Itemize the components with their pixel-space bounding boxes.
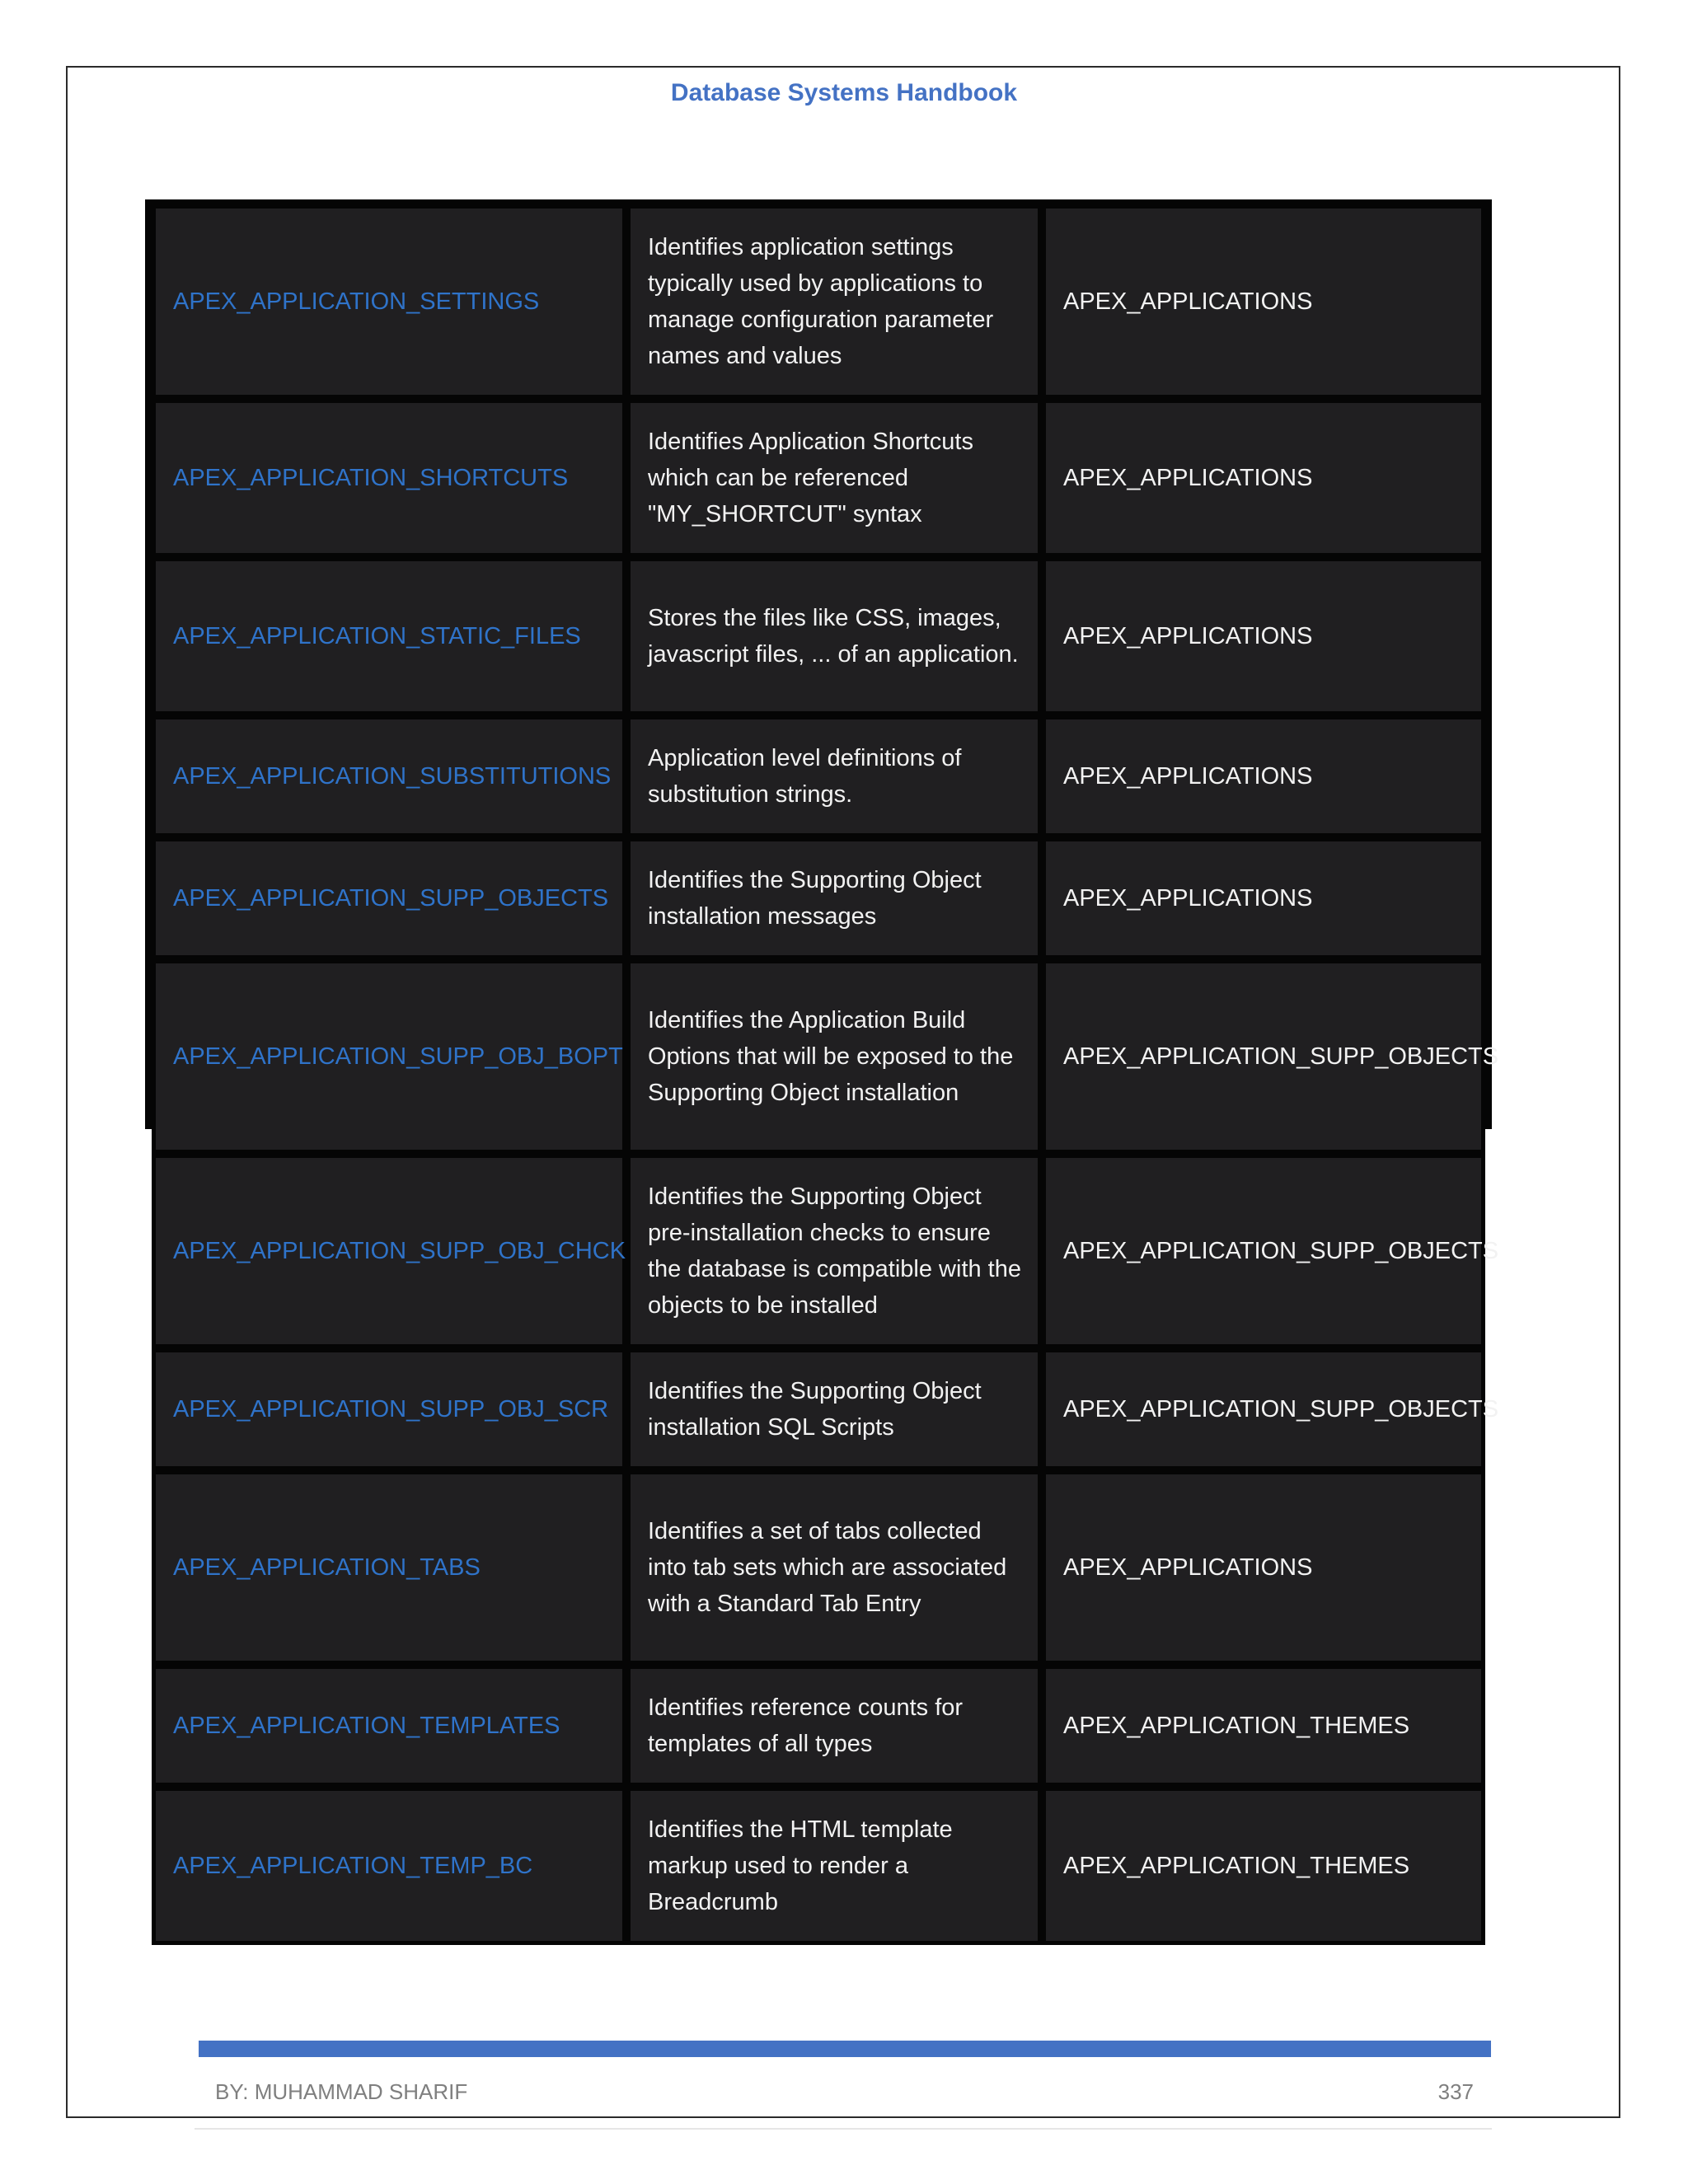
view-name-cell[interactable]: APEX_APPLICATION_STATIC_FILES: [152, 557, 626, 715]
footer-divider: [195, 2128, 1492, 2130]
table-row: [152, 1787, 1485, 1945]
view-name-cell[interactable]: APEX_APPLICATION_SUPP_OBJ_BOPT: [152, 959, 626, 1154]
view-description-cell: Identifies the HTML template markup used to render a Breadcrumb: [626, 1787, 1042, 1945]
view-name-cell[interactable]: APEX_APPLICATION_SETTINGS: [152, 204, 626, 399]
view-description-cell: Identifies reference counts for templates of all types: [626, 1665, 1042, 1787]
footer-page-number: 337: [1437, 2079, 1474, 2104]
view-name-cell[interactable]: APEX_APPLICATION_SHORTCUTS: [152, 399, 626, 557]
parent-view-cell: APEX_APPLICATIONS: [1042, 399, 1485, 557]
view-description-cell: Identifies application settings typically used by applications to manage configuration parameter names and values: [626, 204, 1042, 399]
page-header-title: Database Systems Handbook: [670, 79, 1018, 106]
table-row: [152, 1348, 1485, 1470]
parent-view-cell: APEX_APPLICATION_SUPP_OBJECTS: [1042, 959, 1485, 1154]
table-row: [152, 399, 1485, 557]
apex-views-table: [152, 204, 1499, 1945]
view-description-cell: Identifies a set of tabs collected into tab sets which are associated with a Standard Tab Entry: [626, 1470, 1042, 1665]
parent-view-cell: APEX_APPLICATIONS: [1042, 1470, 1485, 1665]
table-row: [152, 1154, 1485, 1348]
table-row: [152, 715, 1485, 837]
view-name-cell[interactable]: APEX_APPLICATION_TABS: [152, 1470, 626, 1665]
view-name-cell[interactable]: APEX_APPLICATION_TEMPLATES: [152, 1665, 626, 1787]
parent-view-cell: APEX_APPLICATIONS: [1042, 715, 1485, 837]
footer-accent-bar: [199, 2041, 1491, 2057]
view-description-cell: Identifies the Supporting Object pre-installation checks to ensure the database is compatible with the objects to be installed: [626, 1154, 1042, 1348]
table-row: [152, 959, 1485, 1154]
parent-view-cell: APEX_APPLICATION_THEMES: [1042, 1787, 1485, 1945]
view-name-cell[interactable]: APEX_APPLICATION_SUPP_OBJ_CHCK: [152, 1154, 626, 1348]
view-description-cell: Identifies the Application Build Options that will be exposed to the Supporting Object installation: [626, 959, 1042, 1154]
table-row: [152, 557, 1485, 715]
table-row: [152, 837, 1485, 959]
table-row: [152, 204, 1485, 399]
view-name-cell[interactable]: APEX_APPLICATION_TEMP_BC: [152, 1787, 626, 1945]
parent-view-cell: APEX_APPLICATIONS: [1042, 557, 1485, 715]
view-description-cell: Stores the files like CSS, images, javascript files, ... of an application.: [626, 557, 1042, 715]
parent-view-cell: APEX_APPLICATION_SUPP_OBJECTS: [1042, 1154, 1485, 1348]
parent-view-cell: APEX_APPLICATION_THEMES: [1042, 1665, 1485, 1787]
parent-view-cell: APEX_APPLICATION_SUPP_OBJECTS: [1042, 1348, 1485, 1470]
view-description-cell: Identifies the Supporting Object installation messages: [626, 837, 1042, 959]
view-name-cell[interactable]: APEX_APPLICATION_SUPP_OBJ_SCR: [152, 1348, 626, 1470]
view-description-cell: Identifies Application Shortcuts which can be referenced "MY_SHORTCUT" syntax: [626, 399, 1042, 557]
view-name-cell[interactable]: APEX_APPLICATION_SUPP_OBJECTS: [152, 837, 626, 959]
view-description-cell: Application level definitions of substitution strings.: [626, 715, 1042, 837]
table-row: [152, 1665, 1485, 1787]
apex-views-table-container: [145, 199, 1499, 1915]
parent-view-cell: APEX_APPLICATIONS: [1042, 837, 1485, 959]
parent-view-cell: APEX_APPLICATIONS: [1042, 204, 1485, 399]
view-description-cell: Identifies the Supporting Object installation SQL Scripts: [626, 1348, 1042, 1470]
footer-author: BY: MUHAMMAD SHARIF: [215, 2079, 468, 2104]
table-row: [152, 1470, 1485, 1665]
view-name-cell[interactable]: APEX_APPLICATION_SUBSTITUTIONS: [152, 715, 626, 837]
